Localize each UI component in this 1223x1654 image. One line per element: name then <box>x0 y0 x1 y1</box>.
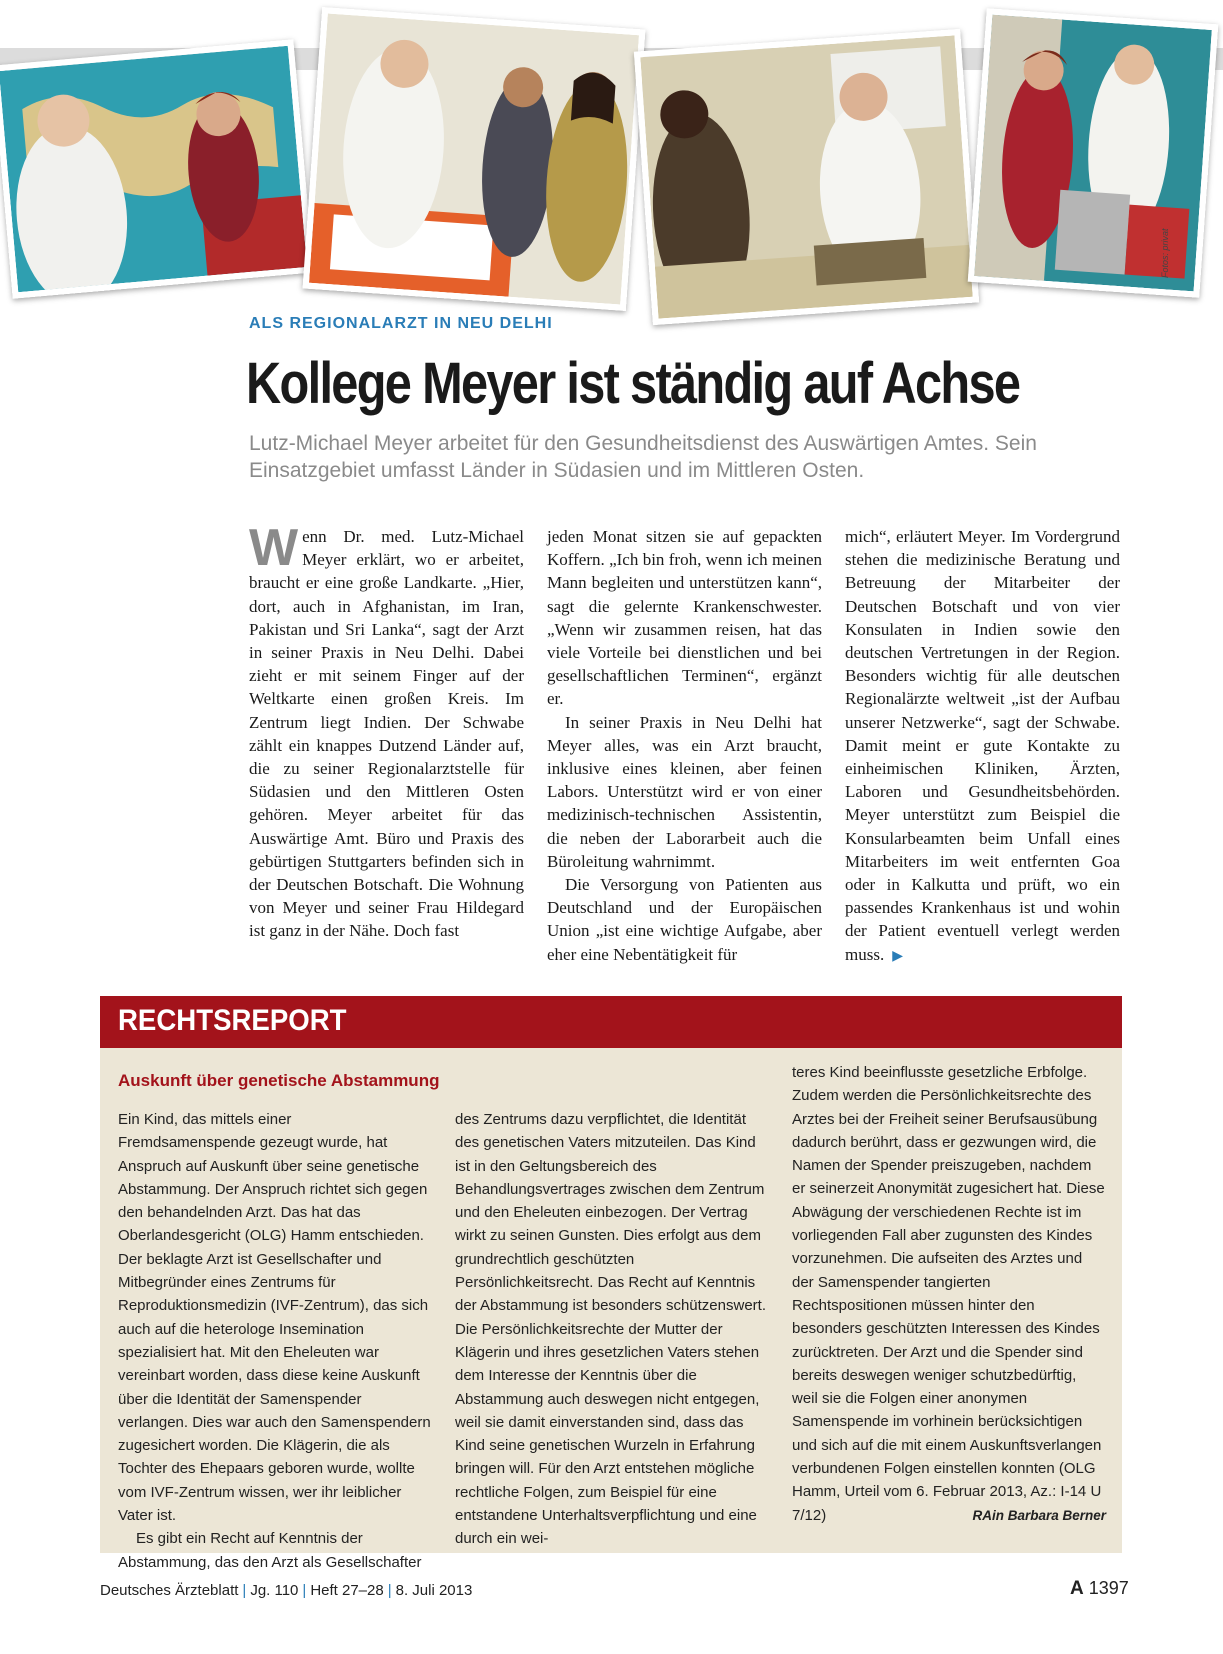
journal-name: Deutsches Ärzteblatt <box>100 1582 239 1599</box>
report-paragraph: Ein Kind, das mittels einer Fremdsamenspende gezeugt wurde, hat Anspruch auf Auskunft über seine genetische Abstammung. Der Anspruch richtet sich gegen den behandelnden Arzt. Das hat das Oberlandesgericht (OLG) Hamm entschieden. Der beklagte Arzt ist Gesellschafter und Mitbegründer eines Zentrums für Reproduktionsmedizin (IVF-Zentrum), das sich auch auf die heterologe Insemination spezialisiert hat. Mit den Eheleuten war vereinbart worden, dass diese keine Auskunft über die Identität der Samenspender verlangen. Dies war auch den Samenspendern zugesichert worden. Die Klägerin, die als Tochter des Ehepaars geboren wurde, wollte vom IVF-Zentrum wissen, wer ihr leiblicher Vater ist. <box>118 1111 431 1525</box>
rechtsreport-column-2 <box>455 1108 769 1551</box>
article-paragraph: jeden Monat sitzen sie auf gepackten Koffern. „Ich bin froh, wenn ich meinen Mann begleiten und unterstützen kann“, sagt die gelernte Krankenschwester. „Wenn wir zusammen reisen, hat das viele Vorteile bei dienstlichen und bei gesellschaftlichen Terminen“, ergänzt er. <box>547 527 822 709</box>
footer-separator: | <box>242 1582 247 1599</box>
photo-medical-kit <box>303 7 646 311</box>
drop-cap: W <box>249 519 299 577</box>
journal-issue: Heft 27–28 <box>310 1582 384 1599</box>
photo-patient-consultation <box>634 29 979 325</box>
report-paragraph: des Zentrums dazu verpflichtet, die Identität des genetischen Vaters mitzuteilen. Das Kind ist in den Geltungsbereich des Behandlungsvertrages zwischen dem Zentrum und den Eheleuten einbezogen. Der Vertrag wirkt zu seinen Gunsten. Dies erfolgt aus dem grundrechtlich geschützten Persönlichkeitsrecht. Das Recht auf Kenntnis der Abstammung ist besonders schützenswert. Die Persönlichkeitsrechte der Mutter der Klägerin und ihres gesetzlichen Vaters stehen dem Interesse der Kenntnis über die Abstammung auch deswegen nicht entgegen, weil sie damit einverstanden sind, dass das Kind seine genetischen Wurzeln in Erfahrung bringen will. Für den Arzt entstehen mögliche rechtliche Folgen, zum Beispiel für eine entstandene Unterhaltsverpflichtung und eine durch ein wei- <box>455 1111 766 1548</box>
article-lead: Lutz-Michael Meyer arbeitet für den Gesundheitsdienst des Auswärtigen Amtes. Sein Einsatzgebiet umfasst Länder in Südasien und im Mittleren Osten. <box>249 432 1037 482</box>
page-footer <box>100 1582 472 1599</box>
article-paragraph: enn Dr. med. Lutz-Michael Meyer erklärt, wo er arbeitet, braucht er eine große Landkarte. „Hier, dort, auch in Afghanistan, im Iran, Pakistan und Sri Lanka“, sagt der Arzt in seiner Praxis in Neu Delhi. Dabei zieht er mit seinem Finger auf der Weltkarte einen großen Kreis. Im Zentrum liegt Indien. Der Schwabe zählt ein knappes Dutzend Länder auf, die zu seiner Regionalarztstelle für Südasien und den Mittleren Osten gehören. Meyer arbeitet für das Auswärtige Amt. Büro und Praxis des gebürtigen Stuttgarters befinden sich in der Deutschen Botschaft. Die Wohnung von Meyer und seiner Frau Hildegard ist ganz in der Nähe. Doch fast <box>249 527 524 941</box>
photo-travel-suitcase <box>968 8 1219 298</box>
journal-date: 8. Juli 2013 <box>395 1582 473 1599</box>
article-column-3 <box>845 525 1120 968</box>
report-paragraph: teres Kind beeinflusste gesetzliche Erbfolge. Zudem werden die Persönlichkeitsrechte des Arztes bei der Freiheit seiner Berufsausübung dadurch berührt, dass er gezwungen wird, die Namen der Spender preiszugeben, nachdem er seinerzeit Anonymität zugesichert hat. Diese Abwägung der verschiedenen Rechte ist im vorliegenden Fall aber zugunsten des Kindes vorzunehmen. Die aufseiten des Arztes und der Samenspender tangierten Rechtspositionen müssen hinter den besonders geschützten Interessen des Kindes zurücktreten. Der Arzt und die Spender sind bereits deswegen weniger schutzbedürftig, weil sie die Folgen einer anonymen Samenspende im vorhinein berücksichtigen und sich auf die mit einem Auskunftsverlangen verbundenen Folgen einstellen konnten (OLG Hamm, Urteil vom 6. Februar 2013, Az.: I-14 U 7/12) <box>792 1064 1105 1524</box>
page-number <box>1070 1578 1129 1600</box>
article-kicker: ALS REGIONALARZT IN NEU DELHI <box>249 315 553 332</box>
footer-separator: | <box>302 1582 307 1599</box>
article-paragraph: Die Versorgung von Patienten aus Deutschland und der Europäischen Union „ist eine wichtige Aufgabe, aber eher eine Nebentätigkeit für <box>547 875 822 964</box>
article-column-1 <box>249 519 524 943</box>
page-prefix: A <box>1070 1578 1084 1599</box>
footer-separator: | <box>387 1582 392 1599</box>
photo-credit: Fotos: privat <box>1160 228 1170 278</box>
continue-arrow-icon: ▶ <box>892 948 903 964</box>
report-author: RAin Barbara Berner <box>972 1507 1106 1523</box>
report-paragraph: Es gibt ein Recht auf Kenntnis der Abstammung, das den Arzt als Gesellschafter <box>118 1530 422 1571</box>
rechtsreport-title: RECHTSREPORT <box>118 1004 347 1037</box>
rechtsreport-column-3 <box>792 1061 1106 1527</box>
rechtsreport-subtitle: Auskunft über genetische Abstammung <box>118 1071 440 1090</box>
journal-volume: Jg. 110 <box>250 1582 299 1599</box>
page-number-value: 1397 <box>1088 1578 1129 1598</box>
rechtsreport-column-1 <box>118 1108 432 1574</box>
photo-world-map <box>0 39 314 298</box>
article-paragraph: In seiner Praxis in Neu Delhi hat Meyer alles, was ein Arzt braucht, inklusive eines kleinen, aber feinen Labors. Unterstützt wird er von einer medizinisch-technischen Assistentin, die neben der Laborarbeit auch die Büroleitung wahrnimmt. <box>547 712 822 871</box>
article-paragraph: mich“, erläutert Meyer. Im Vordergrund stehen die medizinische Beratung und Betreuung der Mitarbeiter der Deutschen Botschaft und von vier Konsulaten in Indien sowie den deutschen Vertretungen in der Region. Besonders wichtig für alle deutschen Regionalärzte weltweit „ist der Aufbau unserer Netzwerke“, sagt der Schwabe. Damit meint er gute Kontakte zu einheimischen Kliniken, Ärzten, Laboren und Gesundheitsbehörden. Meyer unterstützt zum Beispiel die Konsularbeamten beim Unfall eines Mitarbeiters im weit entfernten Goa oder in Kalkutta und prüft, wo ein passendes Krankenhaus ist und wohin der Patient eventuell verlegt werden muss. <box>845 527 1120 964</box>
article-column-2 <box>547 525 822 966</box>
article-headline: Kollege Meyer ist ständig auf Achse <box>246 351 1020 416</box>
